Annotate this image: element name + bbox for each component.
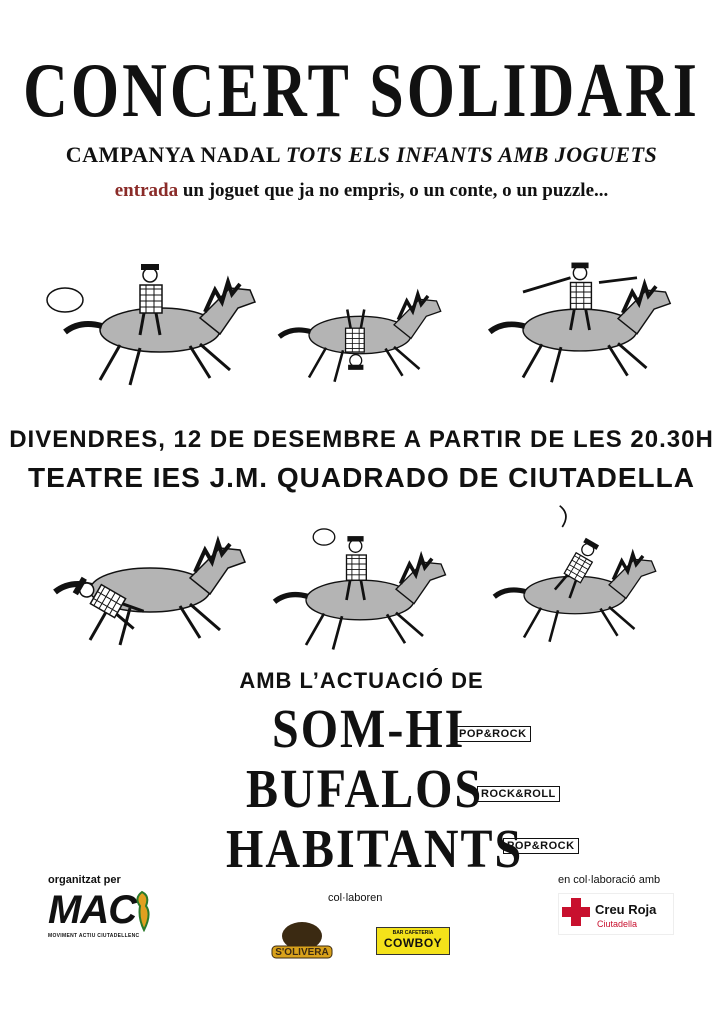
campaign-line — [0, 142, 723, 168]
creu-roja-sub: Ciutadella — [597, 919, 638, 929]
band-name-bufalos: BUFALOS — [246, 758, 484, 820]
band-name-somhi: SOM-HI — [272, 698, 466, 760]
band-genre-somhi: POP&ROCK — [455, 726, 531, 742]
event-venue: TEATRE IES J.M. QUADRADO DE CIUTADELLA — [28, 462, 695, 493]
organizer-logo-sub: MOVIMENT ACTIU CIUTADELLENC — [48, 933, 140, 939]
cowboy-top-text: BAR CAFETERIA — [392, 930, 434, 936]
band-name-habitants: HABITANTS — [226, 818, 524, 880]
red-cross-icon — [562, 898, 590, 926]
solivera-text: S'OLIVERA — [275, 947, 329, 958]
solivera-logo — [270, 920, 334, 964]
organizer-logo — [48, 888, 153, 939]
entry-label: entrada — [114, 180, 179, 201]
organized-label: organitzat per — [48, 874, 121, 886]
band-genre-habitants: POP&ROCK — [503, 838, 579, 854]
creu-roja-logo — [558, 893, 674, 935]
collab-label: col·laboren — [328, 892, 383, 904]
horse-illustrations-top — [0, 220, 723, 400]
poster-title: CONCERT SOLIDARI — [23, 48, 700, 134]
organizer-logo-text: MAC — [48, 888, 137, 932]
entry-line — [0, 180, 723, 202]
parrot-icon — [132, 890, 152, 932]
campaign-name: TOTS ELS INFANTS AMB JOGUETS — [285, 142, 658, 167]
lineup-intro: AMB L’ACTUACIÓ DE — [239, 668, 484, 693]
partner-label: en col·laboració amb — [558, 874, 661, 886]
entry-text: un joguet que ja no empris, o un conte, o un puzzle... — [182, 180, 609, 201]
event-date: DIVENDRES, 12 DE DESEMBRE A PARTIR DE LES 20.30H — [9, 426, 714, 453]
horse-illustrations-middle — [0, 505, 723, 670]
cowboy-text: COWBOY — [383, 936, 443, 950]
creu-roja-text: Creu Roja — [595, 902, 657, 917]
cowboy-logo — [376, 927, 450, 955]
band-genre-bufalos: ROCK&ROLL — [477, 786, 560, 802]
campaign-prefix: CAMPANYA NADAL — [65, 142, 280, 167]
